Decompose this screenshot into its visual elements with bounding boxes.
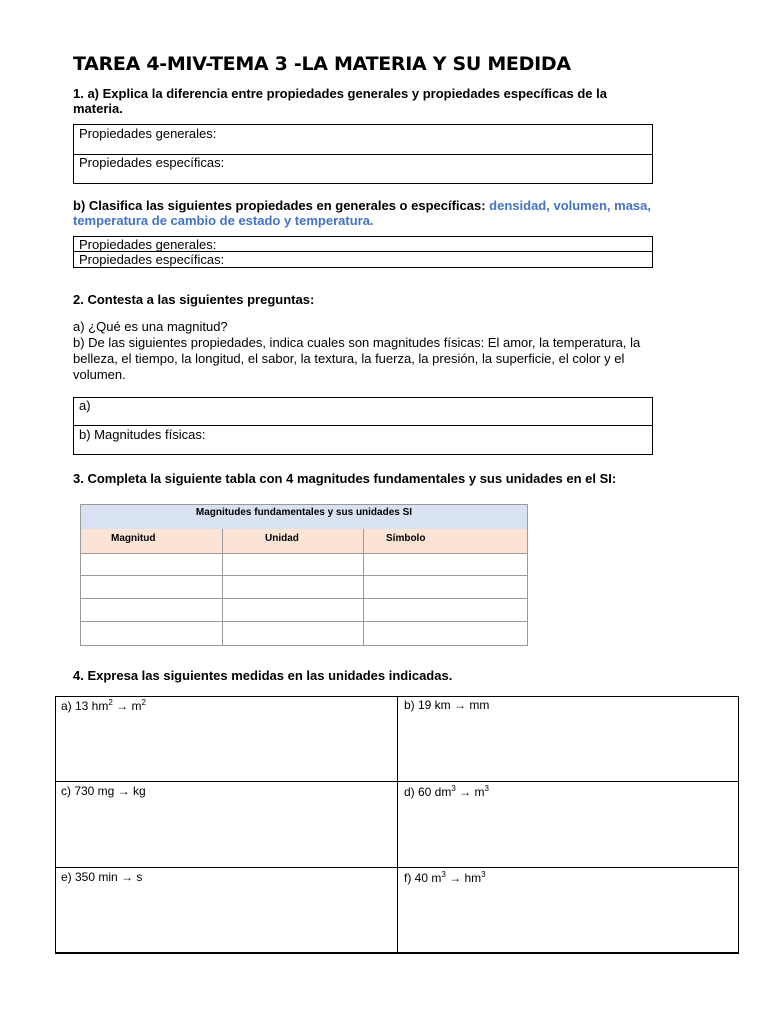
answer-box-2[interactable]: [73, 397, 653, 455]
row-divider: [81, 575, 527, 576]
page-title: TAREA 4-MIV-TEMA 3 -LA MATERIA Y SU MEDIDA: [73, 53, 571, 75]
column-header-simbolo: Símbolo: [386, 533, 426, 544]
si-units-table: [80, 504, 528, 646]
column-divider: [222, 529, 223, 645]
answer-row-a: a): [79, 398, 91, 413]
row-divider: [56, 781, 738, 782]
row-divider: [81, 598, 527, 599]
question-2a: a) ¿Qué es una magnitud?: [73, 319, 228, 334]
question-2-heading: 2. Contesta a las siguientes preguntas:: [73, 292, 315, 307]
conversion-d[interactable]: [404, 784, 489, 799]
superscript: 3: [441, 870, 446, 879]
divider: [74, 425, 652, 426]
answer-box-1a[interactable]: [73, 124, 653, 184]
si-table-title: Magnitudes fundamentales y sus unidades SI: [81, 505, 527, 530]
conversion-a-target: → m: [112, 699, 142, 713]
column-divider: [363, 529, 364, 645]
si-table-column-headers: [81, 529, 527, 554]
conversion-d-prefix: d) 60 dm: [404, 785, 452, 799]
answer-row-general: Propiedades generales:: [79, 126, 217, 141]
conversion-a-prefix: a) 13 hm: [61, 699, 109, 713]
question-1a: [73, 86, 607, 116]
question-1b-prefix: b) Clasifica las siguientes propiedades en generales o específicas:: [73, 198, 490, 213]
question-3-heading: 3. Completa la siguiente tabla con 4 magnitudes fundamentales y sus unidades en el SI:: [73, 471, 617, 486]
column-header-magnitud: Magnitud: [111, 533, 156, 544]
conversion-d-target: → m: [455, 785, 485, 799]
question-1a-line2: materia.: [73, 101, 123, 116]
row-divider: [56, 867, 738, 868]
conversion-f-prefix: f) 40 m: [404, 871, 442, 885]
superscript: 3: [484, 784, 489, 793]
conversion-e[interactable]: e) 350 min → s: [61, 870, 143, 884]
answer-row-specific: Propiedades específicas:: [79, 252, 225, 267]
column-divider: [397, 697, 398, 952]
question-1b-items-2: temperatura de cambio de estado y temperatura.: [73, 213, 374, 228]
conversion-b[interactable]: b) 19 km → mm: [404, 698, 490, 712]
question-1b-items-1: densidad, volumen, masa,: [489, 198, 651, 213]
question-4-heading: 4. Expresa las siguientes medidas en las unidades indicadas.: [73, 668, 453, 683]
answer-row-specific: Propiedades específicas:: [79, 155, 225, 170]
conversion-f[interactable]: [404, 870, 486, 885]
conversion-c[interactable]: c) 730 mg → kg: [61, 784, 146, 798]
conversion-grid: [55, 696, 739, 954]
question-1b: [73, 198, 673, 228]
question-2b-line2: belleza, el tiempo, la longitud, el sabor, la textura, la fuerza, la presión, la superficie, el color y el: [73, 351, 625, 366]
conversion-f-target: → hm: [445, 871, 482, 885]
answer-box-1b[interactable]: [73, 236, 653, 268]
superscript: 3: [451, 784, 456, 793]
question-2b-line1: b) De las siguientes propiedades, indica cuales son magnitudes físicas: El amor, la temperatura, la: [73, 335, 641, 350]
conversion-a[interactable]: [61, 698, 146, 713]
row-divider: [81, 621, 527, 622]
question-2b-line3: volumen.: [73, 367, 126, 382]
question-1a-line1: 1. a) Explica la diferencia entre propiedades generales y propiedades específicas de la: [73, 86, 607, 101]
superscript: 2: [108, 698, 113, 707]
superscript: 3: [481, 870, 486, 879]
superscript: 2: [141, 698, 146, 707]
column-header-unidad: Unidad: [265, 533, 299, 544]
answer-row-b: b) Magnitudes físicas:: [79, 427, 206, 442]
question-2-body: [73, 319, 693, 383]
answer-row-general: Propiedades generales:: [79, 237, 217, 252]
